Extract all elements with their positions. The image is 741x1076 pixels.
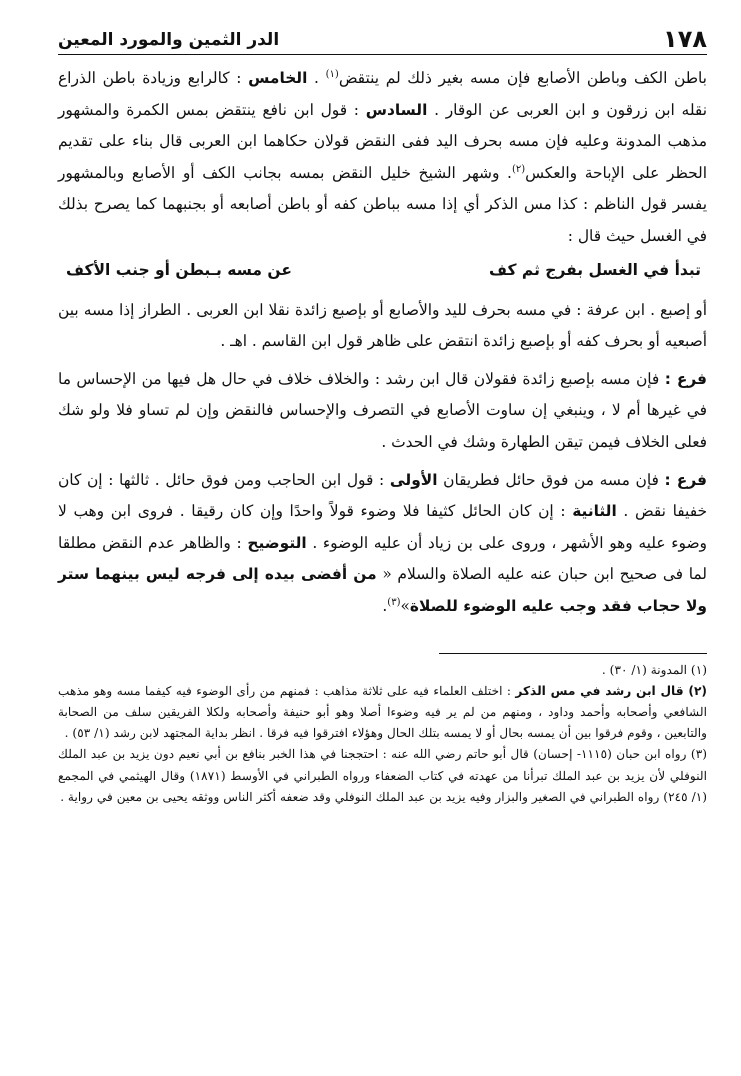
footnotes <box>58 660 707 808</box>
page-number: ١٧٨ <box>663 25 707 53</box>
heading-sixth: السادس <box>365 100 428 119</box>
poem-hemistich-first: تبدأ في الغسل بفرج ثم كف <box>489 260 701 279</box>
footnote-divider <box>439 653 707 654</box>
paragraph-3-lead: فرع : <box>664 369 707 388</box>
paragraph-4-sentence-4: : والظاهر عدم النقض مطلقا لما فى صحيح ابن حبان عنه عليه الصلاة والسلام « <box>58 533 707 584</box>
footnote-2-text: : اختلف العلماء فيه على ثلاثة مذاهب : فمنهم من رأى الوضوء فيه كيفما مسه وهو مذهب الشافعي وأصحابه وأحمد وداود ، ومنهم من لم ير فيه وضوءا أصلا وهو أبو حنيفة وأصحابه ولكلا الفريقين سلف من الصحابة والتابعين ، وقوم فرقوا بين أن يمسه بحال أو لا يمسه بتلك الحال وهؤلاء افترقوا فيه فرقا . انظر بداية المجتهد لابن رشد (١/ ٥٣) . <box>58 683 707 741</box>
heading-second-way: الثانية <box>572 502 617 521</box>
paragraph-4-close-quote: » <box>400 596 410 615</box>
footnote-ref-2: (٢) <box>511 163 526 175</box>
paragraph-4-lead: فرع : <box>664 470 707 489</box>
paragraph-3 <box>58 364 707 459</box>
heading-fifth: الخامس <box>248 69 308 87</box>
heading-first-way: الأولى <box>389 470 438 489</box>
poem-hemistich-second: عن مسه بـبطن أو جنب الأكف <box>66 260 292 279</box>
paragraph-2: أو إصبع . ابن عرفة : في مسه بحرف لليد والأصابع أو بإصبع زائدة نقلا ابن العربى . الطراز إذا مسه بين أصبعيه أو بحرف كفه أو بإصبع زائدة انتقض على ظاهر قول ابن القاسم . اهـ . <box>58 300 707 351</box>
hadith-text: من أفضى بيده إلى فرجه ليس بينهما ستر ولا حجاب فقد وجب عليه الوضوء للصلاة <box>58 565 707 615</box>
paragraph-4-sentence-1: فإن مسه من فوق حائل فطريقان <box>443 470 659 489</box>
footnote-1: (١) المدونة (١/ ٣٠) . <box>601 662 707 677</box>
footnote-2-label: (٢) قال ابن رشد في مس الذكر <box>515 683 707 698</box>
paragraph-1-sentence-3: : قول ابن نافع ينتقض بمس الكمرة والمشهور مذهب المدونة وعليه فإن مسه بحرف اليد ففى النقض قولان حكاهما ابن العربى قال بناء على تقديم الحظر على الإباحة والعكس <box>58 100 707 182</box>
heading-tawdih: التوضيح <box>247 533 307 552</box>
paragraph-1-sentence-4: . وشهر الشيخ خليل النقض بمسه بجانب الكف أو الأصابع وبالمشهور يفسر قول الناظم : كذا مس الذكر أي إذا مسه بباطن كفه أو باطن أصابعه أو بجنبهما كما يصرح بذلك في الغسل حيث قال : <box>58 163 707 245</box>
page-header <box>58 26 707 55</box>
paragraph-4-sentence-3: : إن كان الحائل كثيفا فلا وضوء قولاً واحدًا وإن كان رقيقا . فروى ابن وهب لا وضوء عليه وهو الأشهر ، وروى على بن زياد أن عليه الوضوء . <box>58 502 707 552</box>
main-text <box>58 63 707 623</box>
paragraph-1: باطن الكف وباطن الأصابع فإن مسه بغير ذلك لم ينتقض$^{(١)}$ . الخامس : كالرابع وزيادة باطن الذراع نقله ابن زرقون و ابن العربى عن الوقار . السادس : قول ابن نافع ينتقض بمس الكمرة والمشهور مذهب المدونة وعليه فإن مسه بحرف اليد ففى النقض قولان حكاهما ابن العربى قال بناء على تقديم الحظر على الإباحة والعكس$^{(٢)}$. وشهر الشيخ خليل النقض بمسه بجانب الكف أو الأصابع وبالمشهور يفسر قول الناظم : كذا مس الذكر أي إذا مسه بباطن كفه أو باطن أصابعه أو بجنبهما كما يصرح بذلك في الغسل حيث قال : <box>58 68 707 245</box>
paragraph-4-sentence-2: : قول ابن الحاجب ومن فوق حائل . ثالثها : إن كان خفيفا نقض . <box>58 470 708 521</box>
paragraph-1-sentence-1: باطن الكف وباطن الأصابع فإن مسه بغير ذلك لم ينتقض <box>338 69 707 87</box>
paragraph-4-end: . <box>382 596 388 615</box>
paragraph-1-sentence-2: : كالرابع وزيادة باطن الذراع نقله ابن زرقون و ابن العربى عن الوقار . <box>58 69 707 119</box>
footnote-ref-1: (١) <box>325 68 339 80</box>
footnote-ref-3: (٣) <box>387 596 401 608</box>
paragraph-4 <box>58 465 707 623</box>
poem-verse <box>58 253 707 287</box>
footnote-2 <box>58 681 707 745</box>
running-title: الدر الثمين والمورد المعين <box>58 30 280 50</box>
paragraph-3-text: فإن مسه بإصبع زائدة فقولان قال ابن رشد : والخلاف خلاف في حال هل فيها من الإحساس ما في غيرها أم لا ، وينبغي إن ساوت الأصابع في التصرف والإحساس فالنقض وإن لم تساو فلا ولو شك فعلى الخلاف فيمن تيقن الطهارة وشك في الحدث . <box>58 369 707 451</box>
footnote-3: (٣) رواه ابن حبان (١١١٥- إحسان) قال أبو حاتم رضي الله عنه : احتججنا في هذا الخبر بنافع بن أبي نعيم دون يزيد بن عبد الملك النوفلي لأن يزيد بن عبد الملك تبرأنا من عهدته في كتاب الضعفاء ورواه الطبراني في الأوسط (١٨٧١) وقال الهيثمي في المجمع (١/ ٢٤٥) رواه الطبراني في الصغير والبزار وفيه يزيد بن عبد الملك النوفلي وقد ضعفه أكثر الناس ووثقه يحيى بن معين في رواية . <box>58 747 707 804</box>
